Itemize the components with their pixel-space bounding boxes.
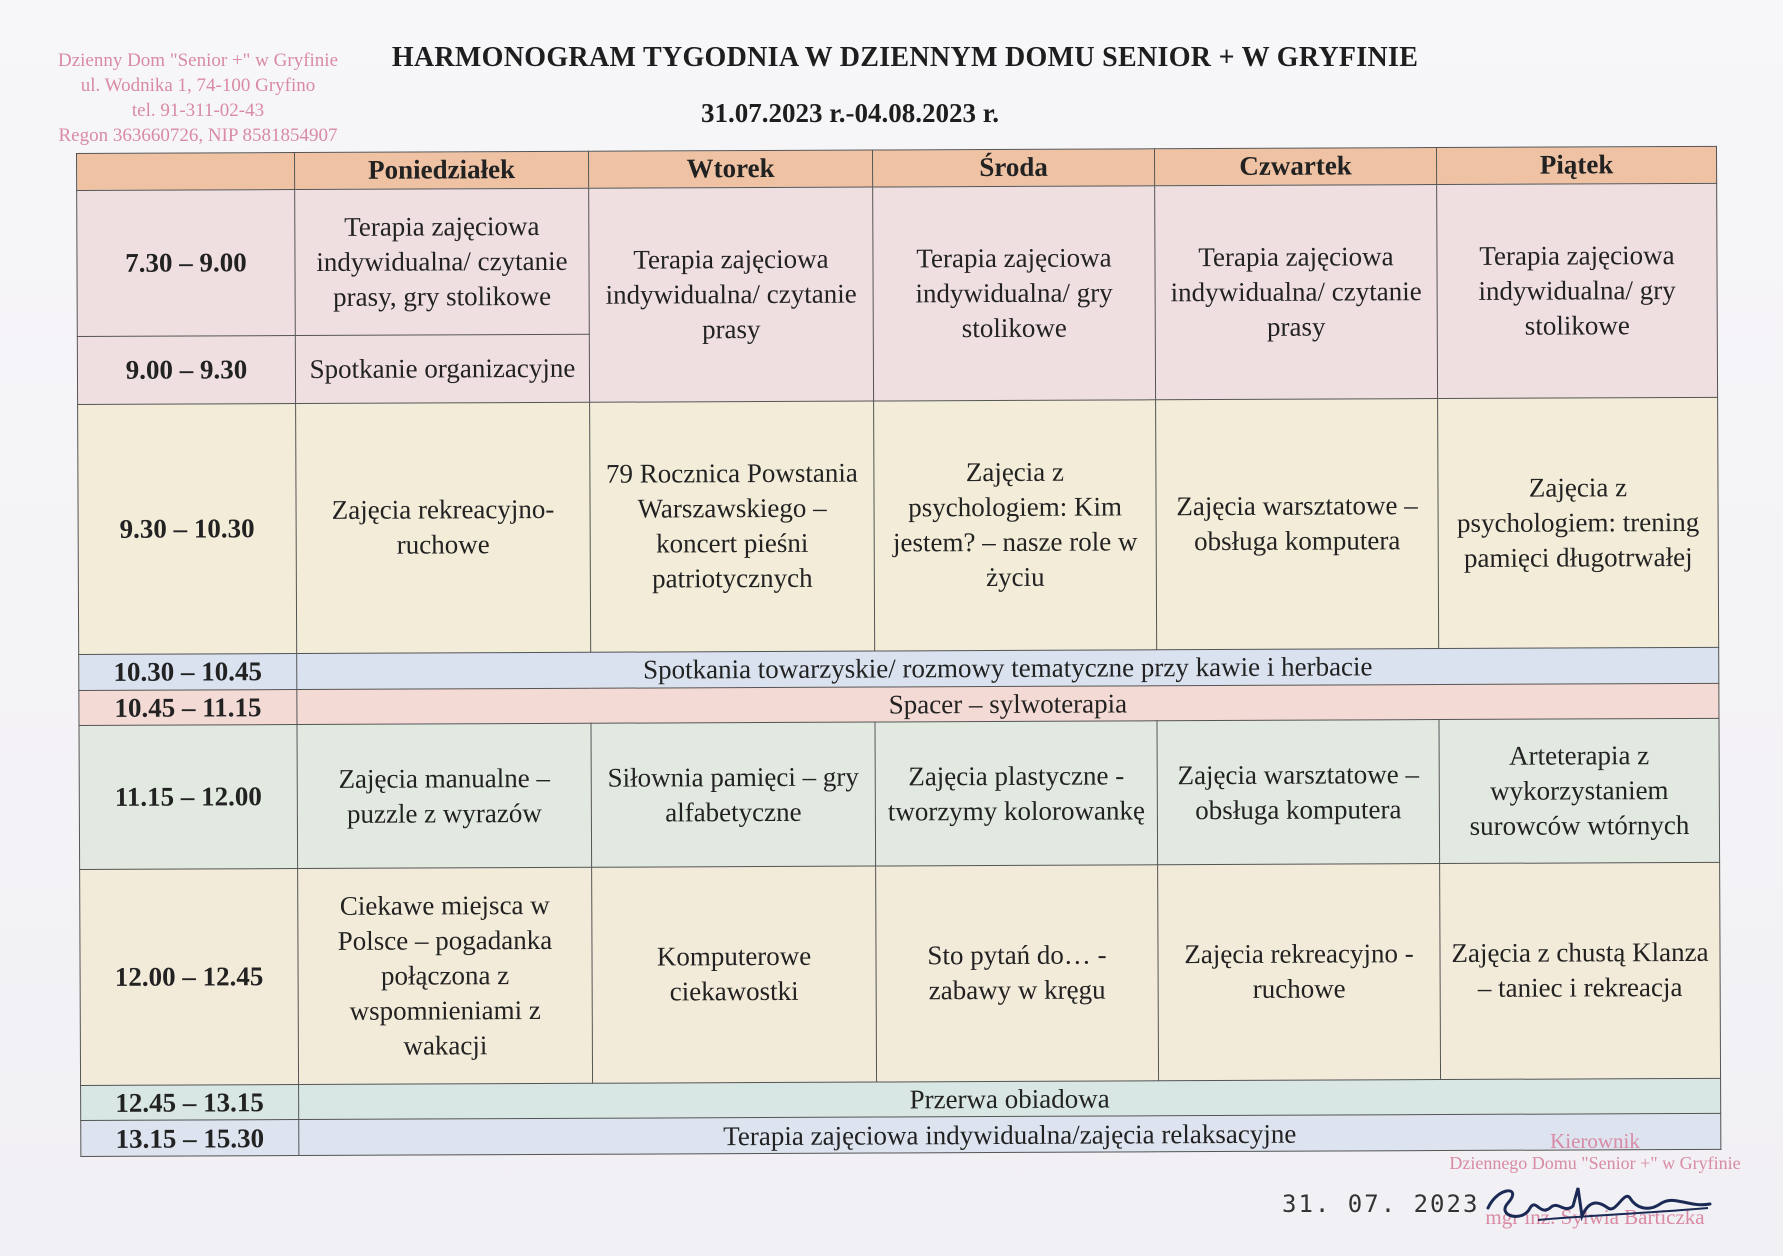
time-cell: 12.45 – 13.15 [81,1084,299,1121]
table-row [78,397,1719,654]
day-header: Piątek [1436,146,1716,184]
table-row [80,863,1721,1085]
time-cell: 11.15 – 12.00 [79,725,298,870]
activity-cell: Terapia zajęciowa indywidualna/ gry stolikowe [1437,183,1718,398]
activity-cell: Siłownia pamięci – gry alfabetyczne [591,722,876,867]
stamp-org: Dziennego Domu "Senior +" w Gryfinie [1449,1153,1741,1173]
activity-cell: Ciekawe miejsca w Polsce – pogadanka połączona z wspomnieniami z wakacji [298,867,593,1084]
activity-cell-all-week: Terapia zajęciowa indywidualna/zajęcia relaksacyjne [299,1114,1721,1156]
activity-cell: 79 Rocznica Powstania Warszawskiego – koncert pieśni patriotycznych [590,401,875,652]
activity-cell: Terapia zajęciowa indywidualna/ czytanie prasy [589,187,874,403]
activity-cell: Komputerowe ciekawostki [592,866,877,1083]
schedule-table [76,146,1721,1157]
activity-cell: Sto pytań do… - zabawy w kręgu [876,865,1159,1082]
time-cell: 13.15 – 15.30 [81,1120,299,1157]
date-range: 31.07.2023 r.-04.08.2023 r. [700,98,999,128]
handwritten-signature [1478,1168,1718,1238]
table-row [77,183,1718,336]
time-cell: 9.30 – 10.30 [78,404,297,655]
activity-cell-all-week: Spacer – sylwoterapia [297,683,1719,725]
stamp-name: mgr inż. Sylwia Barticzka [1485,1205,1705,1229]
activity-cell: Arteterapia z wykorzystaniem surowców wtórnych [1439,719,1720,864]
activity-cell-all-week: Przerwa obiadowa [299,1078,1721,1120]
activity-cell: Zajęcia warsztatowe – obsługa komputera [1157,720,1440,865]
activity-cell: Zajęcia rekreacyjno - ruchowe [1158,864,1441,1081]
time-cell: 10.30 – 10.45 [79,654,297,691]
time-header [77,153,295,191]
table-row [79,719,1720,870]
time-cell: 9.00 – 9.30 [77,335,295,404]
activity-cell: Zajęcia warsztatowe – obsługa komputera [1156,399,1439,650]
activity-cell: Zajęcia z chustą Klanza – taniec i rekreacja [1440,863,1721,1080]
day-header: Środa [872,149,1154,187]
activity-cell: Zajęcia z psychologiem: Kim jestem? – nasze role w życiu [874,400,1157,651]
time-cell: 10.45 – 11.15 [79,689,297,726]
activity-cell: Spotkanie organizacyjne [295,334,589,404]
day-header: Czwartek [1154,148,1436,186]
activity-cell: Terapia zajęciowa indywidualna/ czytanie prasy [1155,184,1438,399]
day-header: Wtorek [588,150,872,188]
address-stamp [38,48,358,148]
stamp-line: Regon 363660726, NIP 8581854907 [58,125,338,146]
activity-cell: Terapia zajęciowa indywidualna/ gry stolikowe [873,186,1156,401]
activity-cell-all-week: Spotkania towarzyskie/ rozmowy tematyczne przy kawie i herbacie [297,647,1719,689]
time-cell: 7.30 – 9.00 [77,189,296,336]
stamp-line: ul. Wodnika 1, 74-100 Gryfino [80,75,316,96]
stamp-line: tel. 91-311-02-43 [131,100,265,121]
activity-cell: Terapia zajęciowa indywidualna/ czytanie prasy, gry stolikowe [295,188,590,335]
activity-cell: Zajęcia plastyczne - tworzymy kolorowankę [875,721,1158,866]
stamp-title: Kierownik [1550,1129,1640,1153]
activity-cell: Zajęcia manualne – puzzle z wyrazów [297,724,592,869]
time-cell: 12.00 – 12.45 [80,869,299,1085]
date-stamp: 31. 07. 2023 [1282,1190,1480,1218]
stamp-line: Dzienny Dom "Senior +" w Gryfinie [57,50,339,71]
document-title: HARMONOGRAM TYGODNIA W DZIENNYM DOMU SENIOR + W GRYFINIE [391,42,1419,73]
activity-cell: Zajęcia rekreacyjno-ruchowe [296,402,591,653]
day-header: Poniedziałek [295,151,589,189]
activity-cell: Zajęcia z psychologiem: trening pamięci długotrwałej [1438,397,1719,648]
